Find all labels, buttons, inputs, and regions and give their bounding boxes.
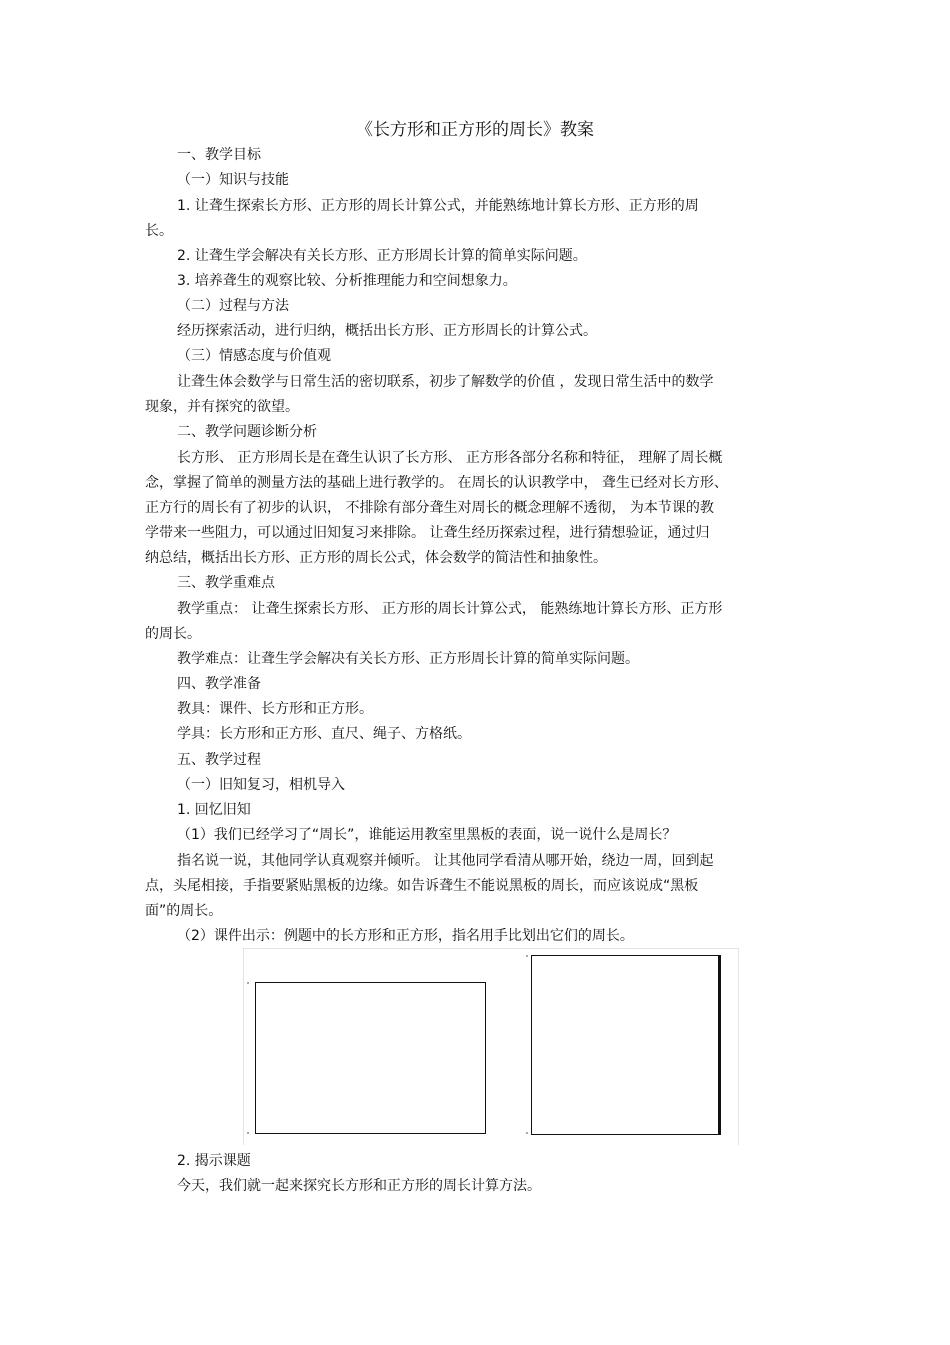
subsection-heading: （二）过程与方法 [177, 298, 289, 314]
paragraph-line: 长方形、 正方形周长是在聋生认识了长方形、 正方形各部分名称和特征， 理解了周长概 [177, 450, 723, 466]
paragraph-line: 正方行的周长有了初步的认识， 不排除有部分聋生对周长的概念理解不透彻， 为本节课的教 [145, 500, 714, 516]
paragraph-line: 2. 揭示课题 [177, 1153, 251, 1169]
paragraph-line: 2. 让聋生学会解决有关长方形、正方形周长计算的简单实际问题。 [177, 248, 587, 264]
section-heading: 四、教学准备 [177, 676, 261, 692]
square-shape [531, 955, 721, 1135]
paragraph-line: 教学重点： 让聋生探索长方形、 正方形的周长计算公式， 能熟练地计算长方形、正方形 [177, 601, 723, 617]
paragraph-line: 教具：课件、长方形和正方形。 [177, 701, 373, 717]
section-heading: 一、教学目标 [177, 147, 261, 163]
paragraph-line: 学具：长方形和正方形、直尺、绳子、方格纸。 [177, 726, 471, 742]
paragraph-line: 念，掌握了简单的测量方法的基础上进行教学的。 在周长的认识教学中， 聋生已经对长方形、 [145, 475, 728, 491]
paragraph-line: 长。 [145, 223, 173, 239]
subsection-heading: （一）知识与技能 [177, 172, 289, 188]
figure-marker [247, 1132, 249, 1134]
rectangle-shape [255, 982, 486, 1134]
paragraph-line: 今天，我们就一起来探究长方形和正方形的周长计算方法。 [177, 1178, 541, 1194]
paragraph-line: 面”的周长。 [145, 903, 223, 919]
paragraph-line: 指名说一说，其他同学认真观察并倾听。 让其他同学看清从哪开始，绕边一周，回到起 [177, 853, 714, 869]
paragraph-line: 1. 回忆旧知 [177, 802, 251, 818]
paragraph-line: 经历探索活动，进行归纳，概括出长方形、正方形周长的计算公式。 [177, 323, 597, 339]
section-heading: 三、教学重难点 [177, 575, 275, 591]
paragraph-line: 3. 培养聋生的观察比较、分析推理能力和空间想象力。 [177, 273, 517, 289]
paragraph-line: （2）课件出示：例题中的长方形和正方形，指名用手比划出它们的周长。 [177, 928, 634, 944]
paragraph-line: 纳总结，概括出长方形、正方形的周长公式，体会数学的简洁性和抽象性。 [145, 550, 607, 566]
figure-marker [526, 1132, 528, 1134]
paragraph-line: 现象，并有探究的欲望。 [145, 399, 299, 415]
paragraph-line: 教学难点：让聋生学会解决有关长方形、正方形周长计算的简单实际问题。 [177, 651, 639, 667]
document-title: 《长方形和正方形的周长》教案 [356, 120, 594, 140]
paragraph-line: 让聋生体会数学与日常生活的密切联系，初步了解数学的价值 ，发现日常生活中的数学 [177, 374, 714, 390]
paragraph-line: 的周长。 [145, 626, 201, 642]
example-figure [243, 948, 739, 1145]
paragraph-line: 学带来一些阻力，可以通过旧知复习来排除。 让聋生经历探索过程，进行猜想验证，通过归 [145, 525, 710, 541]
figure-marker [247, 982, 249, 984]
section-heading: 二、教学问题诊断分析 [177, 424, 317, 440]
subsection-heading: （一）旧知复习，相机导入 [177, 777, 345, 793]
paragraph-line: （1）我们已经学习了“周长”，谁能运用教室里黑板的表面，说一说什么是周长？ [177, 827, 677, 843]
paragraph-line: 点，头尾相接，手指要紧贴黑板的边缘。如告诉聋生不能说黑板的周长，而应该说成“黑板 [145, 878, 699, 894]
figure-marker [526, 955, 528, 957]
subsection-heading: （三）情感态度与价值观 [177, 348, 331, 364]
section-heading: 五、教学过程 [177, 752, 261, 768]
paragraph-line: 1. 让聋生探索长方形、正方形的周长计算公式，并能熟练地计算长方形、正方形的周 [177, 198, 699, 214]
